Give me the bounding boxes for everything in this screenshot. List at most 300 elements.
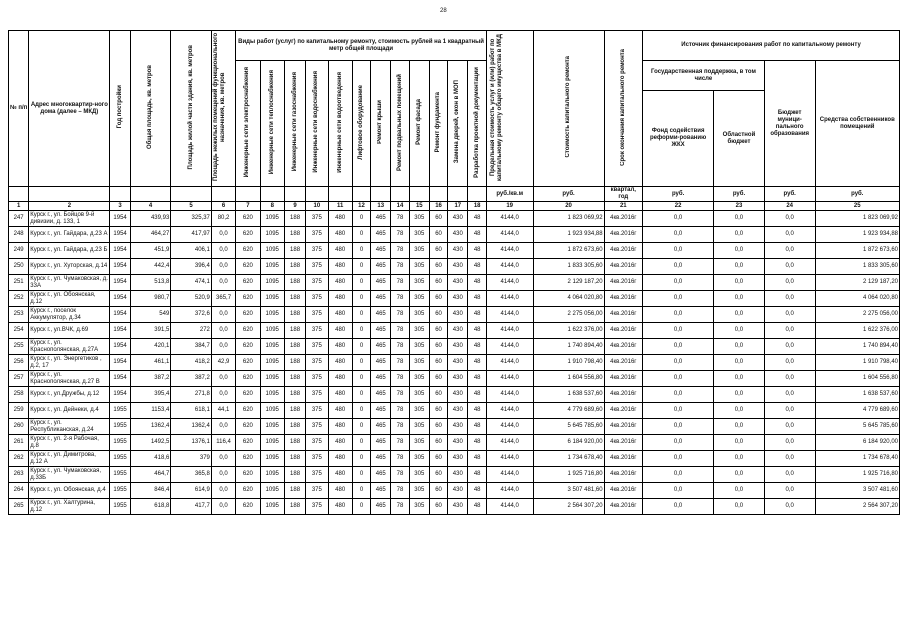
table-cell: 0,0 xyxy=(714,307,765,323)
table-cell: 0,0 xyxy=(643,483,714,499)
table-cell: 1095 xyxy=(260,323,284,339)
table-cell: 0 xyxy=(352,291,370,307)
table-cell: 1095 xyxy=(260,275,284,291)
table-cell: 60 xyxy=(429,451,447,467)
table-cell: 2 275 056,00 xyxy=(533,307,604,323)
table-cell: 620 xyxy=(236,339,260,355)
table-cell: 480 xyxy=(328,227,352,243)
table-cell: 305 xyxy=(409,211,429,227)
table-cell: 465 xyxy=(371,307,391,323)
table-cell: 375 xyxy=(306,403,328,419)
table-cell: 620 xyxy=(236,291,260,307)
table-header xyxy=(9,31,900,211)
table-cell: 1 604 556,80 xyxy=(533,371,604,387)
table-cell: 60 xyxy=(429,243,447,259)
table-cell: 620 xyxy=(236,483,260,499)
table-cell: 78 xyxy=(391,483,409,499)
table-cell: 4144,0 xyxy=(486,227,533,243)
table-cell: 1095 xyxy=(260,259,284,275)
table-cell: 375 xyxy=(306,467,328,483)
table-cell: 375 xyxy=(306,371,328,387)
header-no: № п/п xyxy=(9,31,29,187)
table-cell: 0,0 xyxy=(643,451,714,467)
table-cell: 0 xyxy=(352,323,370,339)
header-limit-cost: Предельная стоимость услуг и (или) работ по капитальному ремонту общего имущества в МКД xyxy=(489,33,503,181)
table-cell: 188 xyxy=(284,483,305,499)
table-cell: 2 564 307,20 xyxy=(533,499,604,515)
table-cell: 1 872 673,60 xyxy=(533,243,604,259)
table-cell: Курск г., ул. Дейнеки, д.4 xyxy=(29,403,110,419)
table-cell: 305 xyxy=(409,499,429,515)
table-cell: 465 xyxy=(371,211,391,227)
table-cell: 0 xyxy=(352,419,370,435)
table-cell: 430 xyxy=(448,483,468,499)
table-cell: 375 xyxy=(306,227,328,243)
table-cell: 0,0 xyxy=(764,387,815,403)
header-w-project: Разработка проектной документации xyxy=(473,66,480,178)
table-cell: 430 xyxy=(448,403,468,419)
table-cell: 4144,0 xyxy=(486,419,533,435)
table-cell: 417,97 xyxy=(171,227,212,243)
table-cell: 1 622 376,00 xyxy=(533,323,604,339)
table-cell: 620 xyxy=(236,227,260,243)
table-cell: 188 xyxy=(284,227,305,243)
table-cell: 430 xyxy=(448,243,468,259)
table-cell: 1 923 934,88 xyxy=(533,227,604,243)
table-cell: 48 xyxy=(468,467,486,483)
header-w-facade: Ремонт фасада xyxy=(415,99,422,145)
table-cell: 430 xyxy=(448,499,468,515)
table-cell: 1954 xyxy=(110,259,130,275)
table-cell: 78 xyxy=(391,307,409,323)
table-cell: 0,0 xyxy=(764,339,815,355)
table-cell: 1 910 798,40 xyxy=(815,355,899,371)
column-number: 13 xyxy=(371,202,391,211)
table-cell: 1954 xyxy=(110,355,130,371)
table-cell: 0,0 xyxy=(764,243,815,259)
table-cell: 265 xyxy=(9,499,29,515)
table-cell: 480 xyxy=(328,403,352,419)
column-number: 19 xyxy=(486,202,533,211)
table-cell: 1955 xyxy=(110,435,130,451)
table-cell: Курск г., ул. Чумаковская, д. 33А xyxy=(29,275,110,291)
header-w-heat: Инженерные сети теплоснабжения xyxy=(268,69,275,175)
table-cell: 0 xyxy=(352,451,370,467)
table-cell: 305 xyxy=(409,355,429,371)
header-w-sewer: Инженерные сети водоотведения xyxy=(336,71,343,173)
table-cell: 1095 xyxy=(260,387,284,403)
table-cell: 305 xyxy=(409,467,429,483)
table-cell: 78 xyxy=(391,371,409,387)
table-cell: 2 275 056,00 xyxy=(815,307,899,323)
table-cell: 78 xyxy=(391,403,409,419)
table-cell: 620 xyxy=(236,435,260,451)
header-w-gas: Инженерные сети газоснабжения xyxy=(291,72,298,172)
header-w-roof: Ремонт крыши xyxy=(377,100,384,144)
table-cell: 4 779 689,60 xyxy=(533,403,604,419)
table-cell: 0,0 xyxy=(643,211,714,227)
unit-deadline: квартал, год xyxy=(604,187,643,202)
table-cell: 4кв.2016г xyxy=(604,291,643,307)
table-cell: 474,1 xyxy=(171,275,212,291)
table-cell: 78 xyxy=(391,435,409,451)
table-cell: 442,4 xyxy=(130,259,171,275)
table-cell: 4кв.2016г xyxy=(604,307,643,323)
table-cell: Курск г., ул. Хуторская, д.14 xyxy=(29,259,110,275)
table-cell: 78 xyxy=(391,451,409,467)
table-cell: 1095 xyxy=(260,403,284,419)
table-cell: 375 xyxy=(306,499,328,515)
table-cell: 188 xyxy=(284,387,305,403)
table-cell: 188 xyxy=(284,339,305,355)
table-cell: 430 xyxy=(448,323,468,339)
table-cell: 188 xyxy=(284,275,305,291)
table-cell: 375 xyxy=(306,387,328,403)
table-cell: 465 xyxy=(371,243,391,259)
table-cell: 305 xyxy=(409,387,429,403)
table-cell: 48 xyxy=(468,451,486,467)
column-number: 8 xyxy=(260,202,284,211)
table-cell: 620 xyxy=(236,387,260,403)
table-cell: 78 xyxy=(391,259,409,275)
table-cell: 372,6 xyxy=(171,307,212,323)
table-cell: 0,0 xyxy=(643,499,714,515)
table-cell: 1955 xyxy=(110,483,130,499)
table-cell: 980,7 xyxy=(130,291,171,307)
table-cell: 0,0 xyxy=(643,275,714,291)
table-cell: 0,0 xyxy=(211,387,235,403)
table-cell: 188 xyxy=(284,291,305,307)
table-cell: 1153,4 xyxy=(130,403,171,419)
table-cell: 271,8 xyxy=(171,387,212,403)
table-cell: 375 xyxy=(306,275,328,291)
table-cell: 1095 xyxy=(260,211,284,227)
table-cell: 4144,0 xyxy=(486,355,533,371)
header-w-foundation: Ремонт фундамента xyxy=(435,91,442,153)
table-cell: 0 xyxy=(352,483,370,499)
table-cell: 0,0 xyxy=(714,227,765,243)
table-cell: 305 xyxy=(409,451,429,467)
table-cell: 1 604 556,80 xyxy=(815,371,899,387)
table-cell: 375 xyxy=(306,435,328,451)
table-cell: 4кв.2016г xyxy=(604,467,643,483)
table-cell: 620 xyxy=(236,467,260,483)
table-cell: 305 xyxy=(409,371,429,387)
table-cell: 465 xyxy=(371,483,391,499)
table-cell: Курск г., ул. Гайдара, д.23 Б xyxy=(29,243,110,259)
table-cell: 1095 xyxy=(260,243,284,259)
table-row xyxy=(9,435,900,451)
table-row xyxy=(9,339,900,355)
table-cell: 0,0 xyxy=(764,291,815,307)
table-cell: 4144,0 xyxy=(486,243,533,259)
table-cell: 620 xyxy=(236,451,260,467)
table-cell: 1954 xyxy=(110,387,130,403)
table-cell: 0,0 xyxy=(714,211,765,227)
table-cell: 188 xyxy=(284,419,305,435)
table-cell: 1 638 537,60 xyxy=(533,387,604,403)
table-row xyxy=(9,403,900,419)
table-cell: 0,0 xyxy=(643,403,714,419)
table-cell: 430 xyxy=(448,307,468,323)
table-cell: 1095 xyxy=(260,227,284,243)
table-cell: 465 xyxy=(371,227,391,243)
table-cell: 480 xyxy=(328,211,352,227)
header-works-group: Виды работ (услуг) по капитальному ремонту, стоимость рублей на 1 квадратный метр общей площади xyxy=(236,31,487,61)
table-cell: 620 xyxy=(236,275,260,291)
table-cell: 60 xyxy=(429,355,447,371)
table-cell: 620 xyxy=(236,419,260,435)
table-cell: 846,4 xyxy=(130,483,171,499)
unit-limit: руб./кв.м xyxy=(486,187,533,202)
table-cell: Курск г., ул. 2-я Рабочая, д.8 xyxy=(29,435,110,451)
table-cell: 0,0 xyxy=(764,419,815,435)
table-cell: 0 xyxy=(352,339,370,355)
table-cell: 375 xyxy=(306,307,328,323)
table-cell: 0,0 xyxy=(643,243,714,259)
table-cell: 430 xyxy=(448,259,468,275)
table-cell: 0,0 xyxy=(211,275,235,291)
table-cell: 480 xyxy=(328,483,352,499)
unit-rub: руб. xyxy=(533,187,604,202)
table-row xyxy=(9,243,900,259)
table-cell: 48 xyxy=(468,275,486,291)
table-cell: Курск г., ул. Краснополянская, д.27 В xyxy=(29,371,110,387)
table-row xyxy=(9,227,900,243)
header-finance-group: Источник финансирования работ по капитальному ремонту xyxy=(643,31,900,61)
table-cell: 0,0 xyxy=(714,499,765,515)
table-cell: 60 xyxy=(429,371,447,387)
table-cell: Курск г., ул. Краснополянская, д.27А xyxy=(29,339,110,355)
table-cell: 0,0 xyxy=(211,259,235,275)
table-cell: 387,2 xyxy=(130,371,171,387)
table-cell: 430 xyxy=(448,467,468,483)
table-cell: 1 872 673,60 xyxy=(815,243,899,259)
table-cell: 430 xyxy=(448,371,468,387)
table-cell: 480 xyxy=(328,499,352,515)
table-cell: 375 xyxy=(306,211,328,227)
table-cell: 620 xyxy=(236,211,260,227)
table-cell: 250 xyxy=(9,259,29,275)
table-cell: 60 xyxy=(429,387,447,403)
table-cell: 48 xyxy=(468,211,486,227)
table-cell: 0,0 xyxy=(211,467,235,483)
table-cell: 248 xyxy=(9,227,29,243)
table-cell: 188 xyxy=(284,355,305,371)
column-number: 17 xyxy=(448,202,468,211)
capital-repair-table xyxy=(8,30,900,515)
table-cell: 4кв.2016г xyxy=(604,483,643,499)
table-cell: 253 xyxy=(9,307,29,323)
table-cell: 0,0 xyxy=(764,467,815,483)
table-cell: 395,4 xyxy=(130,387,171,403)
table-cell: 465 xyxy=(371,419,391,435)
header-living-area: Площадь жилой части здания, кв. метров xyxy=(187,44,194,170)
table-cell: 1 740 894,40 xyxy=(533,339,604,355)
header-w-basement: Ремонт подвальных помещений xyxy=(396,73,403,171)
table-cell: 0,0 xyxy=(211,307,235,323)
table-cell: 325,37 xyxy=(171,211,212,227)
table-cell: 188 xyxy=(284,435,305,451)
table-cell: 549 xyxy=(130,307,171,323)
table-cell: 0,0 xyxy=(714,435,765,451)
table-cell: 60 xyxy=(429,419,447,435)
table-cell: 1954 xyxy=(110,227,130,243)
table-cell: 0,0 xyxy=(714,467,765,483)
table-row xyxy=(9,419,900,435)
table-cell: 48 xyxy=(468,307,486,323)
table-cell: 1 923 934,88 xyxy=(815,227,899,243)
table-row xyxy=(9,291,900,307)
table-cell: 78 xyxy=(391,339,409,355)
table-cell: 418,6 xyxy=(130,451,171,467)
table-cell: 620 xyxy=(236,307,260,323)
table-cell: 4кв.2016г xyxy=(604,371,643,387)
table-cell: 4144,0 xyxy=(486,211,533,227)
table-cell: 0,0 xyxy=(211,339,235,355)
table-cell: 78 xyxy=(391,355,409,371)
table-cell: 1095 xyxy=(260,291,284,307)
table-cell: Курск г., ул. Гайдара, д.23 А xyxy=(29,227,110,243)
column-number: 25 xyxy=(815,202,899,211)
table-cell: 0,0 xyxy=(643,435,714,451)
table-cell: 430 xyxy=(448,291,468,307)
table-cell: 305 xyxy=(409,339,429,355)
table-cell: 513,8 xyxy=(130,275,171,291)
table-cell: 4кв.2016г xyxy=(604,323,643,339)
table-cell: Курск г., ул. Бойцов 9-й дивизии, д. 133, 1 xyxy=(29,211,110,227)
table-cell: 375 xyxy=(306,451,328,467)
table-cell: 0,0 xyxy=(643,291,714,307)
table-row xyxy=(9,499,900,515)
table-cell: 4кв.2016г xyxy=(604,355,643,371)
table-cell: 1954 xyxy=(110,339,130,355)
table-cell: 464,7 xyxy=(130,467,171,483)
table-cell: 480 xyxy=(328,339,352,355)
table-cell: 259 xyxy=(9,403,29,419)
table-cell: 430 xyxy=(448,419,468,435)
table-cell: 0,0 xyxy=(714,451,765,467)
table-cell: 1 833 305,60 xyxy=(815,259,899,275)
header-regional: Областной бюджет xyxy=(714,91,765,187)
table-row xyxy=(9,275,900,291)
column-number: 15 xyxy=(409,202,429,211)
table-cell: 365,7 xyxy=(211,291,235,307)
table-cell: 4144,0 xyxy=(486,371,533,387)
table-cell: 4 779 689,60 xyxy=(815,403,899,419)
column-number: 7 xyxy=(236,202,260,211)
table-cell: 78 xyxy=(391,291,409,307)
table-cell: Курск г., ул. Обоянская, д.4 xyxy=(29,483,110,499)
table-cell: 0,0 xyxy=(714,403,765,419)
table-cell: 4144,0 xyxy=(486,403,533,419)
table-cell: 0,0 xyxy=(764,435,815,451)
header-total-area: Общая площадь, кв. метров xyxy=(147,64,153,150)
table-cell: 0,0 xyxy=(764,227,815,243)
header-w-water: Инженерные сети водоснабжения xyxy=(313,71,320,173)
table-cell: 480 xyxy=(328,371,352,387)
column-number: 9 xyxy=(284,202,305,211)
table-cell: 78 xyxy=(391,243,409,259)
table-cell: 430 xyxy=(448,339,468,355)
table-cell: 1 638 537,60 xyxy=(815,387,899,403)
table-cell: 4кв.2016г xyxy=(604,275,643,291)
table-cell: 2 564 307,20 xyxy=(815,499,899,515)
column-number: 24 xyxy=(764,202,815,211)
table-cell: 418,2 xyxy=(171,355,212,371)
column-number: 20 xyxy=(533,202,604,211)
table-cell: 2 129 187,20 xyxy=(533,275,604,291)
table-cell: 620 xyxy=(236,403,260,419)
table-cell: 48 xyxy=(468,227,486,243)
table-cell: 0,0 xyxy=(764,323,815,339)
table-cell: 4144,0 xyxy=(486,499,533,515)
table-cell: 5 645 785,60 xyxy=(533,419,604,435)
table-cell: 60 xyxy=(429,339,447,355)
table-cell: 465 xyxy=(371,323,391,339)
table-cell: 60 xyxy=(429,291,447,307)
table-cell: Курск г., поселок Аккумулятор, д.34 xyxy=(29,307,110,323)
table-cell: 48 xyxy=(468,371,486,387)
table-cell: 430 xyxy=(448,387,468,403)
table-cell: 0,0 xyxy=(643,259,714,275)
table-cell: 420,1 xyxy=(130,339,171,355)
table-cell: 252 xyxy=(9,291,29,307)
table-cell: 4кв.2016г xyxy=(604,227,643,243)
table-cell: 1492,5 xyxy=(130,435,171,451)
table-cell: 0,0 xyxy=(714,419,765,435)
table-cell: 1955 xyxy=(110,419,130,435)
table-cell: 618,1 xyxy=(171,403,212,419)
table-cell: 80,2 xyxy=(211,211,235,227)
table-cell: 78 xyxy=(391,499,409,515)
table-cell: 465 xyxy=(371,339,391,355)
table-cell: 4 064 020,80 xyxy=(815,291,899,307)
table-cell: 78 xyxy=(391,227,409,243)
table-cell: 480 xyxy=(328,467,352,483)
table-cell: 480 xyxy=(328,291,352,307)
table-cell: 188 xyxy=(284,211,305,227)
table-cell: 60 xyxy=(429,435,447,451)
table-cell: 4144,0 xyxy=(486,307,533,323)
table-cell: 305 xyxy=(409,307,429,323)
header-owners: Средства собственников помещений xyxy=(815,61,899,187)
table-cell: 0,0 xyxy=(643,323,714,339)
table-cell: 465 xyxy=(371,275,391,291)
table-cell: 48 xyxy=(468,259,486,275)
table-row xyxy=(9,451,900,467)
table-cell: 0,0 xyxy=(714,387,765,403)
table-cell: 480 xyxy=(328,387,352,403)
header-repair-cost: Стоимость капитального ремонта xyxy=(565,56,572,158)
table-cell: 1095 xyxy=(260,419,284,435)
table-cell: 0,0 xyxy=(714,371,765,387)
table-cell: 1095 xyxy=(260,435,284,451)
table-cell: 620 xyxy=(236,355,260,371)
table-cell: 261 xyxy=(9,435,29,451)
column-number: 23 xyxy=(714,202,765,211)
table-cell: 188 xyxy=(284,451,305,467)
table-cell: 305 xyxy=(409,243,429,259)
column-number: 1 xyxy=(9,202,29,211)
table-cell: 0,0 xyxy=(211,451,235,467)
table-cell: 0,0 xyxy=(643,355,714,371)
column-number: 14 xyxy=(391,202,409,211)
table-cell: 465 xyxy=(371,467,391,483)
table-cell: 465 xyxy=(371,387,391,403)
table-cell: 48 xyxy=(468,291,486,307)
table-cell: 48 xyxy=(468,483,486,499)
